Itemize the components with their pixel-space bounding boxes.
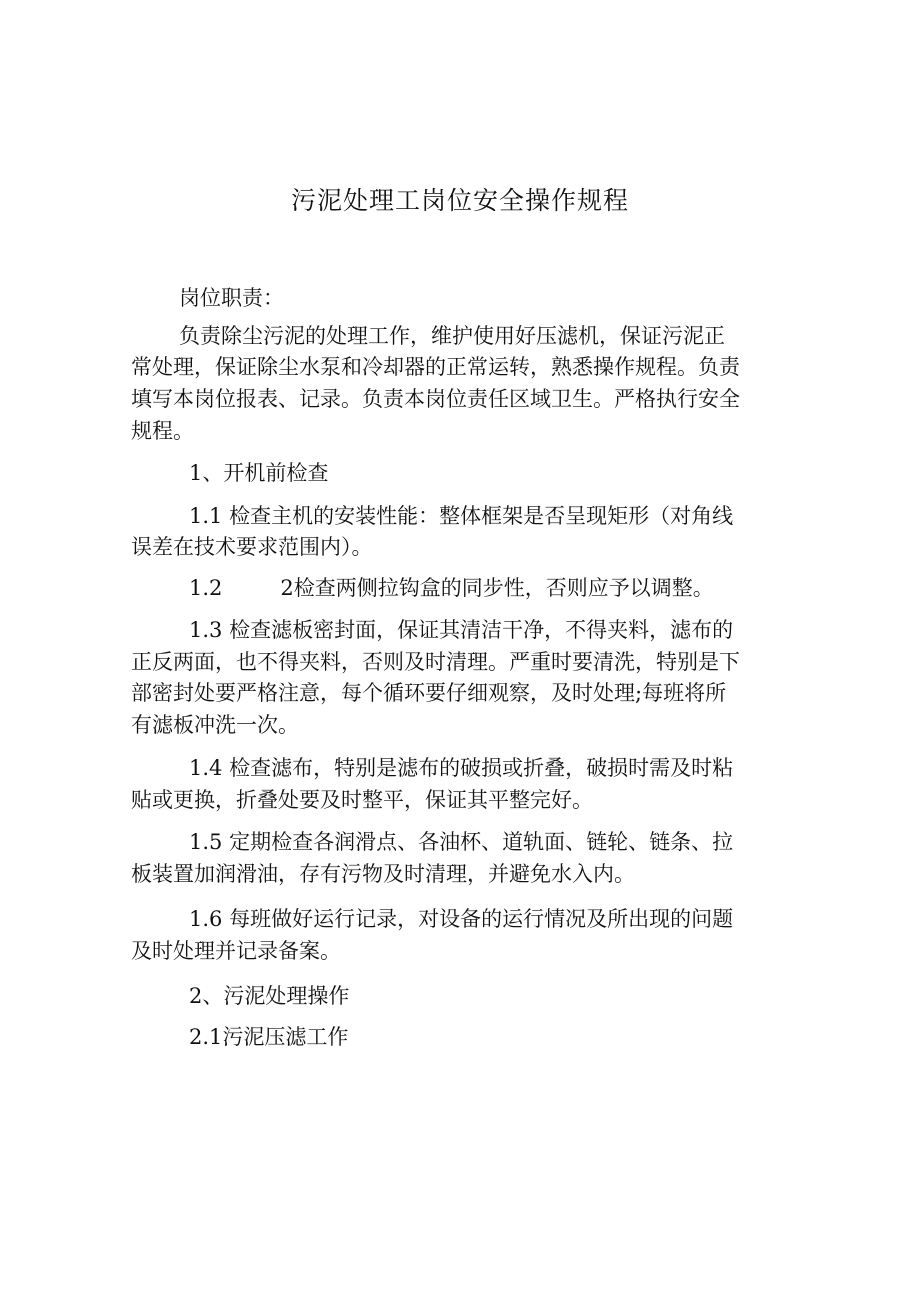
- clause-1-1-line: 1.1 检查主机的安装性能：整体框架是否呈现矩形（对角线: [189, 504, 734, 528]
- paragraph-line: 负责除尘污泥的处理工作，维护使用好压滤机，保证污泥正: [179, 324, 725, 348]
- clause-1-3-line: 正反两面，也不得夹料，否则及时清理。严重时要清洗，特别是下: [131, 650, 740, 674]
- clause-1-3-line: 1.3 检查滤板密封面，保证其清洁干净，不得夹料，滤布的: [189, 618, 734, 642]
- clause-1-2-text: 2检查两侧拉钩盒的同步性，否则应予以调整。: [280, 576, 714, 600]
- clause-1-1-line: 误差在技术要求范围内）。: [131, 535, 373, 559]
- clause-1-2-line: [131, 572, 796, 604]
- section-heading-2: 2、污泥处理操作: [189, 984, 350, 1008]
- clause-1-3-line: 部密封处要严格注意，每个循环要仔细观察，及时处理;每班将所: [131, 681, 727, 705]
- clause-1-3-line: 有滤板冲洗一次。: [131, 713, 299, 737]
- clause-1-2-number: 1.2: [189, 576, 223, 600]
- clause-1-4-line: 1.4 检查滤布，特别是滤布的破损或折叠，破损时需及时粘: [189, 756, 734, 780]
- clause-1-5-line: 1.5 定期检查各润滑点、各油杯、道轨面、链轮、链条、拉: [189, 830, 734, 854]
- paragraph-line: 常处理，保证除尘水泵和冷却器的正常运转，熟悉操作规程。负责: [131, 355, 740, 379]
- section-heading-duties: 岗位职责：: [179, 286, 284, 310]
- section-heading-1: 1、开机前检查: [189, 461, 329, 485]
- clause-1-6-line: 及时处理并记录备案。: [131, 939, 341, 963]
- paragraph-line: 规程。: [131, 419, 194, 443]
- clause-1-6-line: 1.6 每班做好运行记录，对设备的运行情况及所出现的问题: [189, 907, 734, 931]
- paragraph-line: 填写本岗位报表、记录。负责本岗位责任区域卫生。严格执行安全: [131, 387, 740, 411]
- clause-1-5-line: 板装置加润滑油，存有污物及时清理，并避免水入内。: [131, 862, 635, 886]
- document-title: 污泥处理工岗位安全操作规程: [290, 186, 629, 215]
- clause-1-4-line: 贴或更换，折叠处要及时整平，保证其平整完好。: [131, 788, 593, 812]
- clause-2-1-line: 2.1污泥压滤工作: [189, 1025, 349, 1049]
